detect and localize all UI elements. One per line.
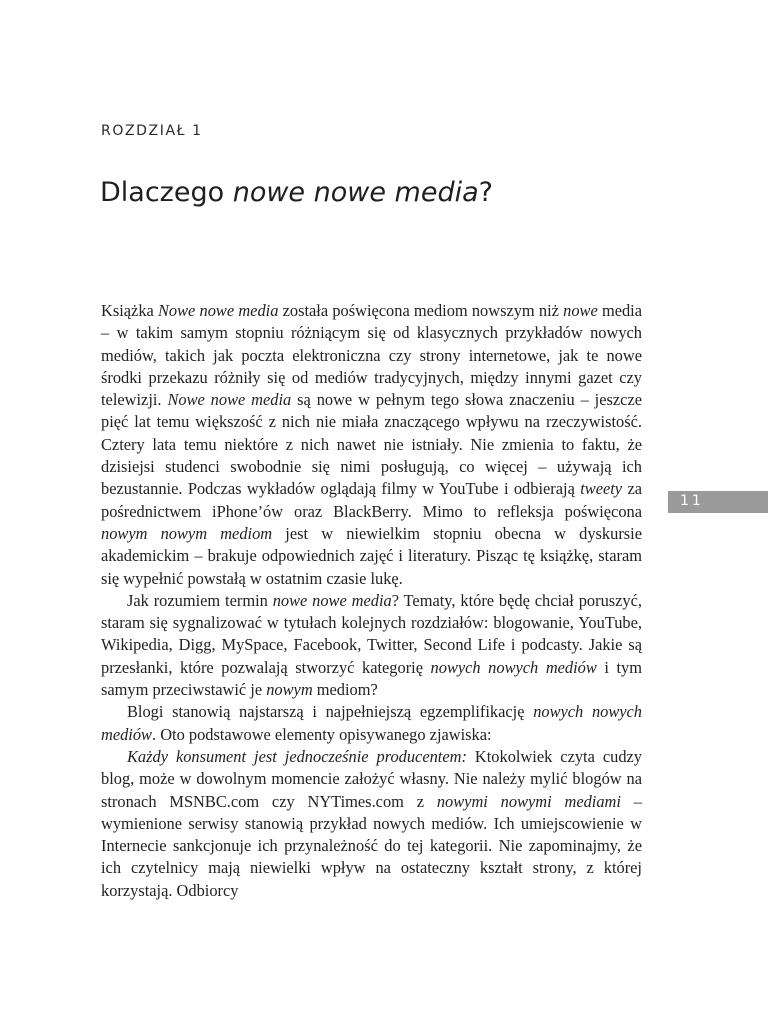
page-number: 11	[680, 493, 704, 509]
text-run: ? Tematy, które będę chciał poruszyć, staram się sygnalizować w tytułach kolejnych rozdziałów: blogowanie, YouTube, Wikipedia, Digg, MySpace, Facebook, Twitter, Second Life i podcasty. Jakie są przesłanki, które pozwalają stworzyć kategorię	[101, 590, 642, 677]
italic-text: Nowe nowe media	[167, 390, 292, 410]
italic-text: Nowe nowe media	[158, 301, 279, 320]
text-run: Jak rozumiem termin	[127, 590, 273, 610]
italic-text: nowe nowe media	[272, 590, 392, 610]
page-number-tab	[668, 491, 768, 513]
text-run: media – w takim samym stopniu różniącym się od klasycznych przykładów nowych mediów, takich jak poczta elektroniczna czy strony internetowe, jak te nowe środki przekazu różniły się od mediów tradycyjnych, między innymi gazet czy telewizji.	[101, 301, 642, 410]
chapter-label: ROZDZIAŁ 1	[101, 123, 203, 139]
italic-text: tweety	[580, 479, 623, 499]
paragraph	[101, 300, 642, 590]
italic-text: nowych nowych mediów	[430, 657, 597, 677]
italic-text: Każdy konsument jest jednocześnie producentem:	[127, 746, 467, 766]
italic-text: nowych nowych mediów	[101, 702, 643, 744]
body-text	[101, 300, 642, 902]
italic-text: nowe	[563, 301, 598, 320]
chapter-title	[100, 177, 493, 208]
text-run: i tym samym przeciwstawić je	[101, 657, 642, 700]
paragraph	[101, 590, 642, 701]
italic-text: nowym	[266, 680, 313, 700]
text-run: została poświęcona mediom nowszym niż	[278, 301, 564, 320]
paragraph	[101, 746, 642, 902]
chapter-title-end: ?	[478, 177, 493, 208]
text-run: . Oto podstawowe elementy opisywanego zjawiska:	[152, 724, 492, 744]
italic-text: nowymi nowymi mediami	[436, 791, 621, 811]
text-run: są nowe w pełnym tego słowa znaczeniu – jeszcze pięć lat temu większość z nich nie miała znaczącego wpływu na rzeczywistość. Cztery lata temu niektóre z nich nawet nie istniały. Nie zmienia to faktu, że dzisiejsi studenci swobodnie się nimi posługują, co więcej – używają ich bezustannie. Podczas wykładów oglądają filmy w YouTube i odbierają	[101, 390, 642, 499]
text-run: mediom?	[312, 680, 378, 700]
text-run: Ktokolwiek czyta cudzy blog, może w dowolnym momencie założyć własny. Nie należy mylić blogów na stronach MSNBC.com czy NYTimes.com z	[101, 746, 642, 811]
text-run: Blogi stanowią najstarszą i najpełniejszą egzemplifikację	[127, 702, 534, 722]
chapter-title-italic: nowe nowe media	[232, 177, 479, 208]
text-run: Książka	[101, 301, 158, 320]
chapter-title-plain: Dlaczego	[100, 177, 233, 208]
text-run: jest w niewielkim stopniu obecna w dyskursie akademickim – brakuje odpowiednich zajęć i literatury. Pisząc tę książkę, staram się wypełnić powstałą w ostatnim czasie lukę.	[101, 523, 642, 588]
text-run: za pośrednictwem iPhone’ów oraz BlackBerry. Mimo to refleksja poświęcona	[101, 479, 642, 521]
paragraph	[101, 701, 642, 746]
italic-text: nowym nowym mediom	[101, 523, 273, 543]
text-run: – wymienione serwisy stanowią przykład nowych mediów. Ich umiejscowienie w Internecie sankcjonuje ich przynależność do tej kategorii. Nie zapominajmy, że ich czytelnicy mają niewielki wpływ na ostateczny kształt strony, z której korzystają. Odbiorcy	[101, 791, 642, 900]
